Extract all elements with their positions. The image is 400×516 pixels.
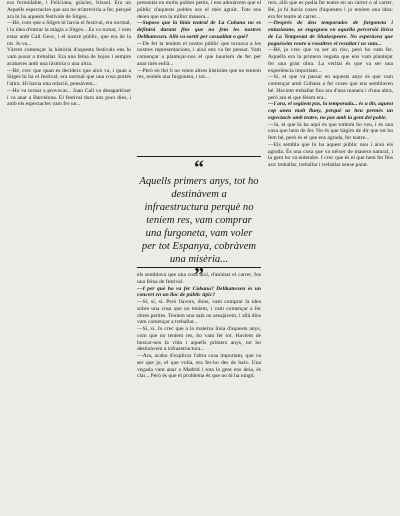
paragraph: Vàrem començar la història d'aquests festivals ens hi vam posar a treballar. Era una feina de bojos i sempre acabaves amb una història o una altra. xyxy=(7,47,131,67)
text-column-left xyxy=(7,0,131,516)
paragraph: —Bé, jo crec que va ser un risc, però ho vam fer. Aquella era la primera vegada que ens vam plantejar fer una gran obra. La veritat és que va ser una experiència important... xyxy=(268,47,393,74)
paragraph: era formidable, i Feliciana, gràcies, Irissol. Era un Aquells espectacles que ara no m'atreviria a fer, perquè ara hi ha aquests festivals de Sitges... xyxy=(7,0,131,20)
interview-question: —I ara, el següent pas, la temporada... és a dir, aquest cop aneu molt lluny, perquè us heu permès un espectacle amb teatre, no pas amb la gent del poble. xyxy=(268,101,393,121)
interview-question: —Suposo que la línia teatral de La Cubana no es definirà durant fins que no fem les nostres Delikatessen. Allò va sortir per casualitat o què? xyxy=(137,20,261,40)
close-quote-mark: ” xyxy=(194,264,204,286)
paragraph: —Sí, sí, sí. Però llavors, dons, vam comprar la idea sobre una cosa que no teníem, i vam començar a fer obres petites. Teníem una sala on assajàvem, i allà dins vam començar a treballar... xyxy=(137,299,261,326)
paragraph: els semblava que una cosa així, d'animar el carrer, fos una feina de festival. xyxy=(137,272,261,285)
interview-question: —Després de deu temporades de furgoneta i entusiasme, us engegueu en aquella perversió lírica de La Tempestat de Shakespeare. No esperàveu que poguéssim veure a vosaltres el resultat i us vam... xyxy=(268,20,393,47)
paragraph: —De fet la teníem el nostre públic que tornava a les nostres representacions, i això ens va fer pensar. Vam començar a plantejar-nos el que hauríem de fer per anar més enllà... xyxy=(137,40,261,67)
pull-quote-text: Aquells primers anys, tot ho destinàvem a infraestructura perquè no teníem res, vam comprar una furgoneta, vam voler per tot Espanya, cobràvem una misèria... xyxy=(139,176,259,265)
open-quote-mark: “ xyxy=(194,157,204,179)
paragraph: rers, allò que es podia fer teatre en un carrer o al carrer. Bé, ja hi havia coses d'aquestes i jo teníem una idea: era fer teatre al carrer... xyxy=(268,0,393,20)
paragraph: —Bé, crec que quan es decideix que això va, i quan a Sitges hi ha el festival, era normal que una cosa portés l'altra. Hi havia una relació, pensàvem... xyxy=(7,67,131,87)
text-column-right xyxy=(268,0,393,516)
paragraph: —Ja, el que hi ha aquí és que tothom ho veu, i és una cosa que hem de fer. No és que hàgim de dir que tot ho fem bé, però és el que ens agrada, fer teatre... xyxy=(268,121,393,141)
paragraph: —Ara, acabo d'explicar l'altra cosa important, que va ser que jo, el que volia, era fer-ho des de baix. Una vegada vam anar a Madrid i tota la gent ens deia, és clar... Però és que el problema és que no hi ha ningú. xyxy=(137,353,261,380)
text-column-middle-top xyxy=(137,0,261,154)
interview-question: —I per què ho va fer Cubana? Delikatessen és un concert en un lloc de públic típic? xyxy=(137,285,261,299)
paragraph: —Però en llei lí no veien altres històries que no teníem res, només una furgoneta, i tot... xyxy=(137,67,261,81)
paragraph: —Sí, el que va passar en aquests anys és que vam començar amb Cubana a fer coses que ens semblaven bé. Havíem treballat fins ara d'una manera i d'una altra, però ara el que fèiem era... xyxy=(268,74,393,101)
paragraph: —Ho va tornar a provocar... Joan Call va desaparèixer i va anar a Barcelona. El festival dura uns pocs dies, i amb els espectacles vam fer un... xyxy=(7,87,131,108)
paragraph: —Sí, sí. Jo crec que a la mateixa línia d'aquests anys, com que no teníem res, ho vam fer tot. Havíem de buscar-nos la vida i aquells primers anys, tot ho destinàvem a infraestructura... xyxy=(137,326,261,353)
paragraph: —Bé, com que a Sitges hi havia el festival, era normal, i la idea d'entrar la màgia a Sitges... Es va tornar, i vam estar amb Call Geoc, i el nostre públic, que era de la nit. Jo va... xyxy=(7,20,131,47)
paragraph: presentar en molts pobles petits, i ens adonàvem que el públic d'aquests pobles era el més agraït. Tots ens deien que era la millor manera... xyxy=(137,0,261,20)
paragraph: —Els sembla que hi ha aquest públic nou i això els agrada. És una cosa que va néixer de manera natural, i la gent ho va entendre. I crec que és el que hem fet fins ara: treballar, treballar i treballar sense parar. xyxy=(268,141,393,168)
text-column-middle-bottom xyxy=(137,272,261,516)
